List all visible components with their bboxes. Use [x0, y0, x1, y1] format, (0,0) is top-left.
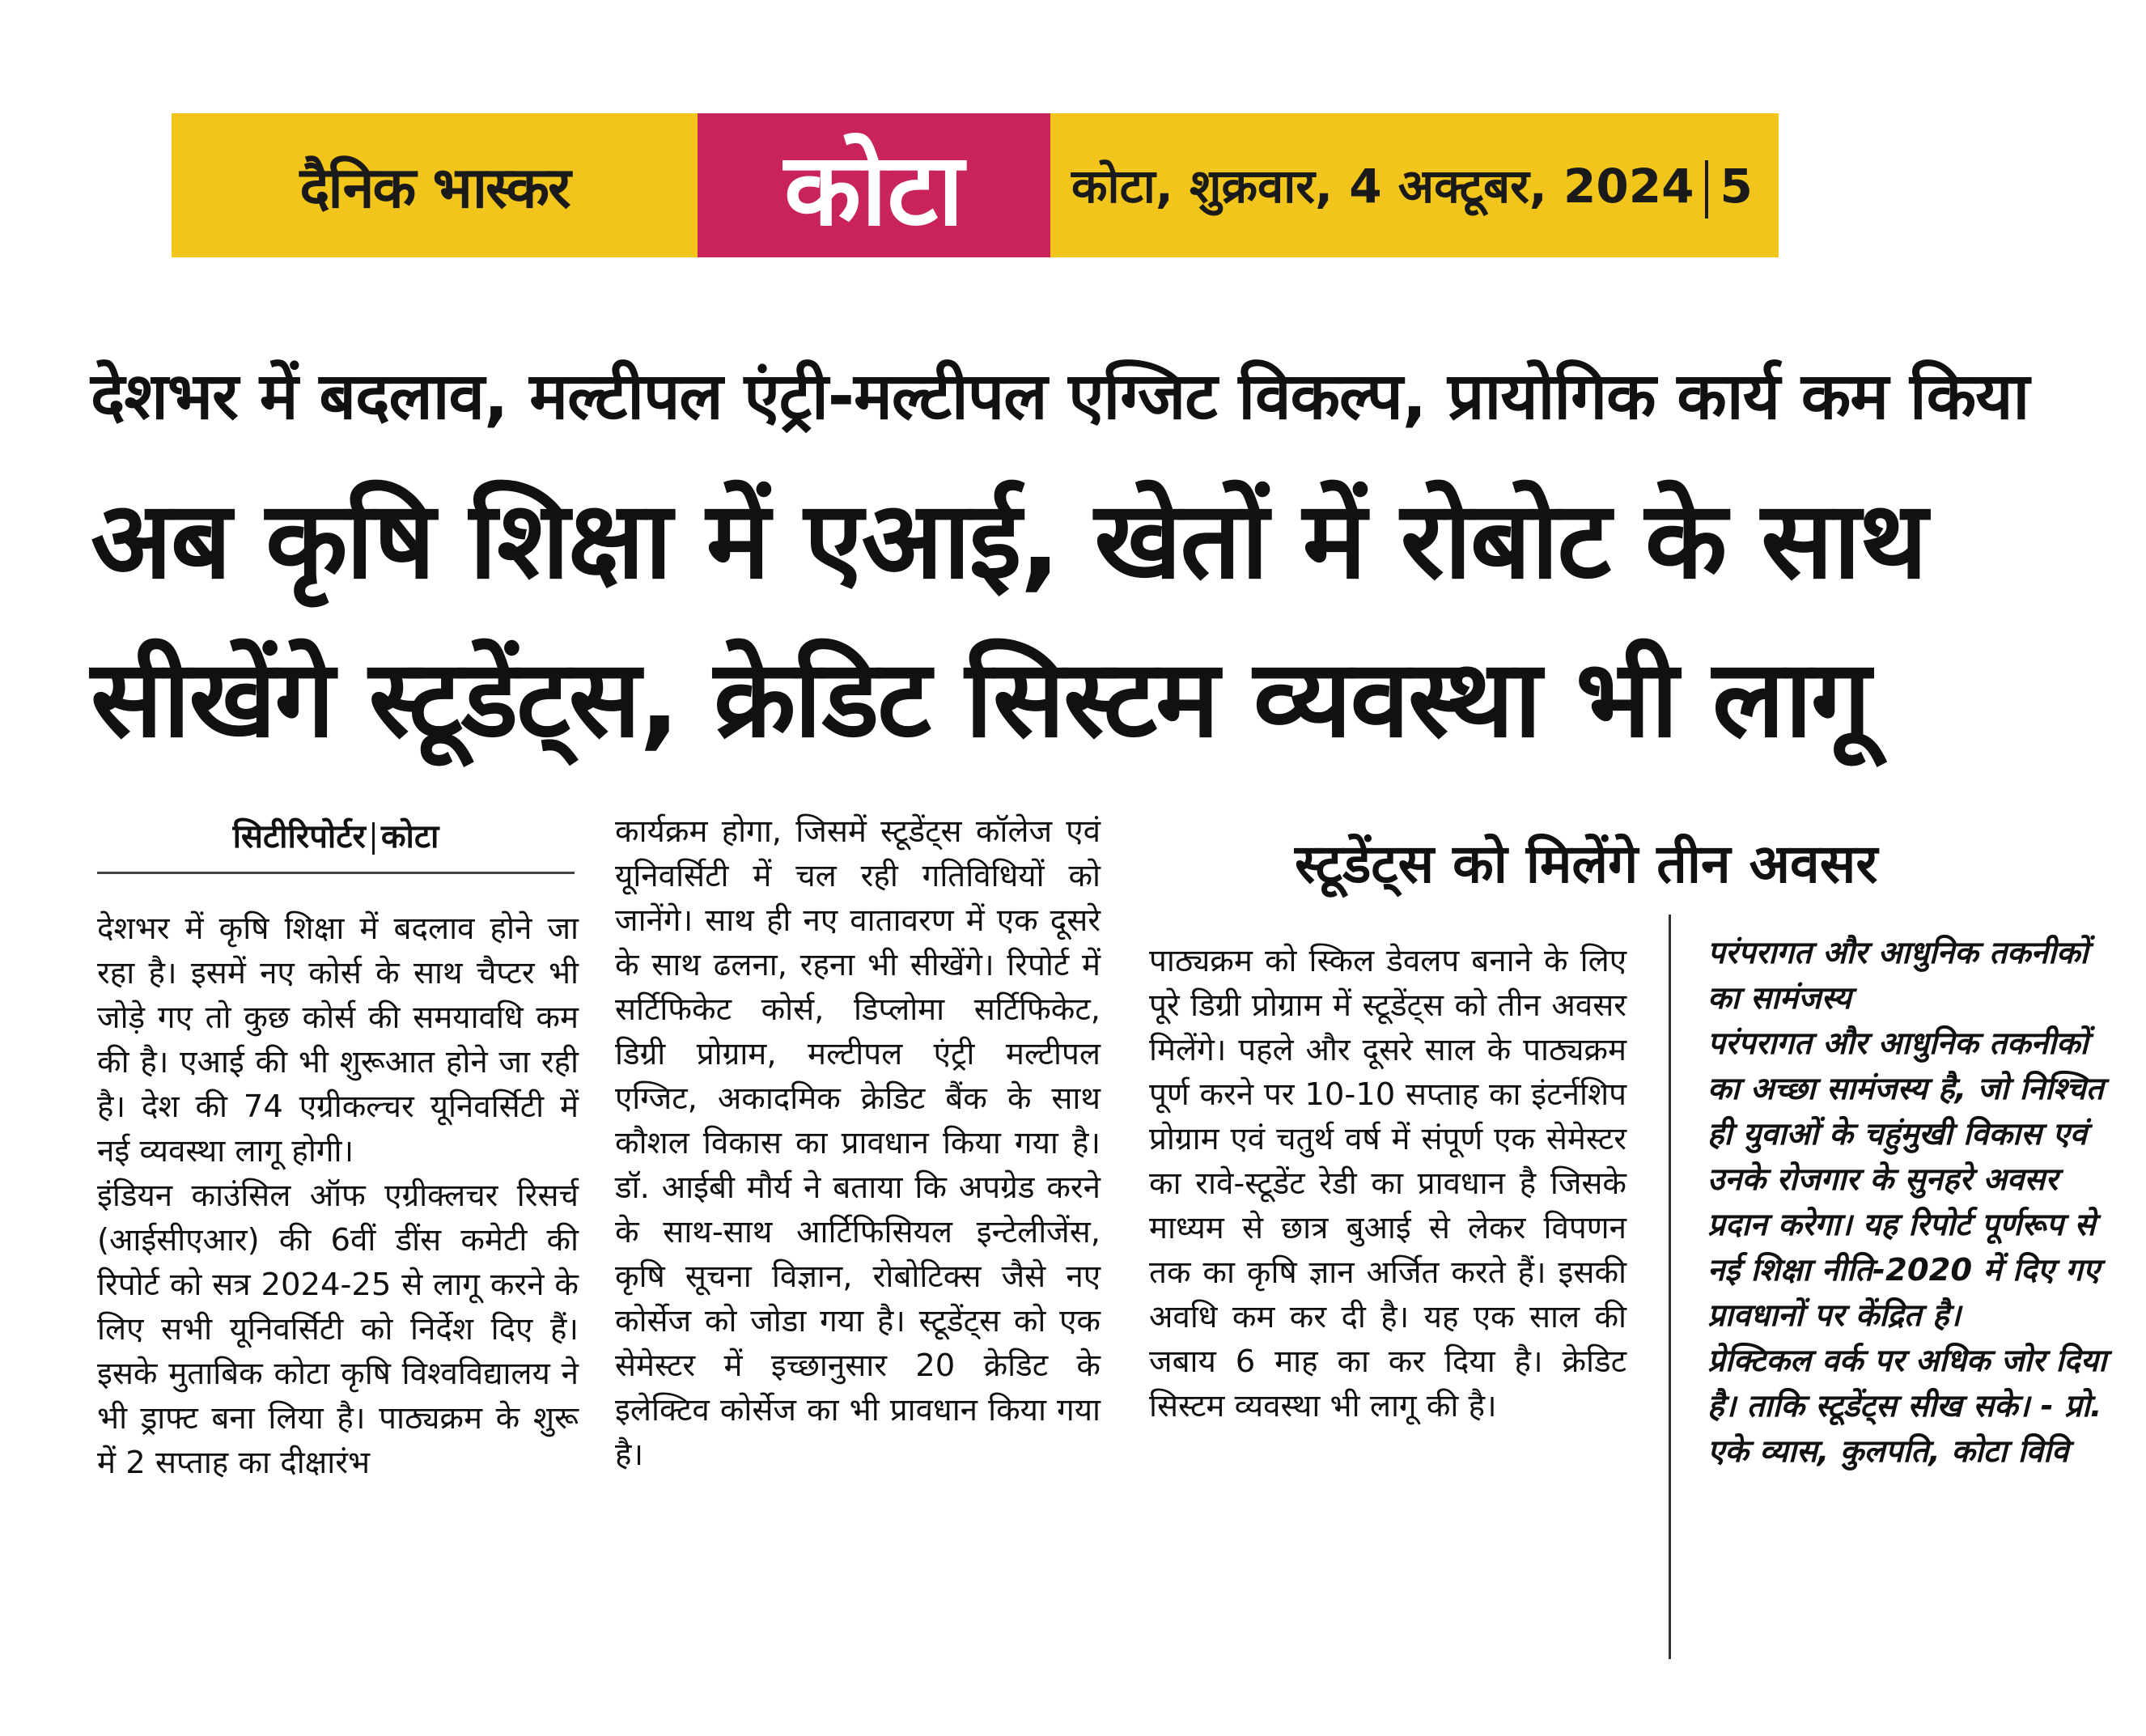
page-number: 5 — [1720, 159, 1753, 214]
quote-attribution: प्रेक्टिकल वर्क पर अधिक जोर दिया है। ताकि स्टूडेंट्स सीख सके। - प्रो. एके व्यास, कुलपति, कोटा विवि — [1707, 1343, 2107, 1470]
headline-kicker: देशभर में बदलाव, मल्टीपल एंट्री-मल्टीपल एग्जिट विकल्प, प्रायोगिक कार्य कम किया — [91, 359, 2029, 434]
newspaper-name: दैनिक भास्कर — [299, 155, 570, 221]
headline — [91, 461, 2114, 779]
paragraph: कार्यक्रम होगा, जिसमें स्टूडेंट्स कॉलेज एवं यूनिवर्सिटी में चल रही गतिविधियों को जानेंगे। साथ ही नए वातावरण में एक दूसरे के साथ ढलना, रहना भी सीखेंगे। रिपोर्ट में सर्टिफिकेट कोर्स, डिप्लोमा सर्टिफिकेट, डिग्री प्रोग्राम, मल्टीपल एंट्री मल्टीपल एग्जिट, अकादमिक क्रेडिट बैंक के साथ कौशल विकास का प्रावधान किया गया है। डॉ. आईबी मौर्य ने बताया कि अपग्रेड करने के साथ-साथ आर्टिफिसियल इन्टेलीजेंस, कृषि सूचना विज्ञान, रोबोटिक्स जैसे नए कोर्सेज को जोडा गया है। स्टूडेंट्स को एक सेमेस्टर में इच्छानुसार 20 क्रेडिट के इलेक्टिव कोर्सेज का भी प्रावधान किया गया है। — [615, 813, 1101, 1473]
dateline — [1071, 152, 1753, 219]
paragraph: पाठ्यक्रम को स्किल डेवलप बनाने के लिए पूरे डिग्री प्रोग्राम में स्टूडेंट्स को तीन अवसर मिलेंगे। पहले और दूसरे साल के पाठ्यक्रम पूर्ण करने पर 10-10 सप्ताह का इंटर्नशिप प्रोग्राम एवं चतुर्थ वर्ष में संपूर्ण एक सेमेस्टर का रावे-स्टूडेंट रेडी का प्रावधान है जिसके माध्यम से छात्र बुआई से लेकर विपणन तक का कृषि ज्ञान अर्जित करते हैं। इसकी अवधि कम कर दी है। यह एक साल की जबाय 6 माह का कर दिया है। क्रेडिट सिस्टम व्यवस्था भी लागू की है। — [1149, 943, 1626, 1424]
headline-line-2: सीखेंगे स्टूडेंट्स, क्रेडिट सिस्टम व्यवस्था भी लागू — [91, 637, 1870, 762]
article-column-3 — [1149, 939, 1626, 1428]
page-separator — [1705, 160, 1708, 219]
byline-separator — [372, 822, 375, 855]
column-divider — [1669, 915, 1671, 1659]
masthead — [172, 113, 1779, 257]
quote-heading: परंपरागत और आधुनिक तकनीकों का सामंजस्य — [1707, 935, 2089, 1017]
byline — [97, 813, 575, 874]
paragraph: देशभर में कृषि शिक्षा में बदलाव होने जा रहा है। इसमें नए कोर्स के साथ चैप्टर भी जोड़े गए तो कुछ कोर्स की समयावधि कम की है। एआई की भी शुरूआत होने जा रही है। देश की 74 एग्रीकल्चर यूनिवर्सिटी में नई व्यवस्था लागू होगी। — [97, 910, 579, 1169]
pull-quote — [1707, 931, 2116, 1475]
byline-reporter: सिटीरिपोर्टर — [232, 818, 366, 855]
byline-place: कोटा — [380, 818, 439, 855]
headline-line-1: अब कृषि शिक्षा में एआई, खेतों में रोबोट के साथ — [91, 478, 1926, 603]
subheading: स्टूडेंट्स को मिलेंगे तीन अवसर — [1295, 833, 1878, 895]
article-column-1 — [97, 906, 579, 1485]
quote-text: परंपरागत और आधुनिक तकनीकों का अच्छा सामंजस्य है, जो निश्चित ही युवाओं के चहुंमुखी विकास एवं उनके रोजगार के सुनहरे अवसर प्रदान करेगा। यह रिपोर्ट पूर्णरूप से नई शिक्षा नीति-2020 में दिए गए प्रावधानों पर केंद्रित है। — [1707, 1025, 2104, 1334]
date-text: कोटा, शुक्रवार, 4 अक्टूबर, 2024 — [1071, 159, 1694, 214]
paragraph: इंडियन काउंसिल ऑफ एग्रीक्लचर रिसर्च (आईसीएआर) की 6वीं डींस कमेटी की रिपोर्ट को सत्र 2024-25 से लागू करने के लिए सभी यूनिवर्सिटी को निर्देश दिए हैं। इसके मुताबिक कोटा कृषि विश्वविद्यालय ने भी ड्राफ्ट बना लिया है। पाठ्यक्रम के शुरू में 2 सप्ताह का दीक्षारंभ — [97, 1178, 579, 1481]
edition-city: कोटा — [698, 113, 1050, 257]
article-column-2 — [615, 809, 1101, 1477]
